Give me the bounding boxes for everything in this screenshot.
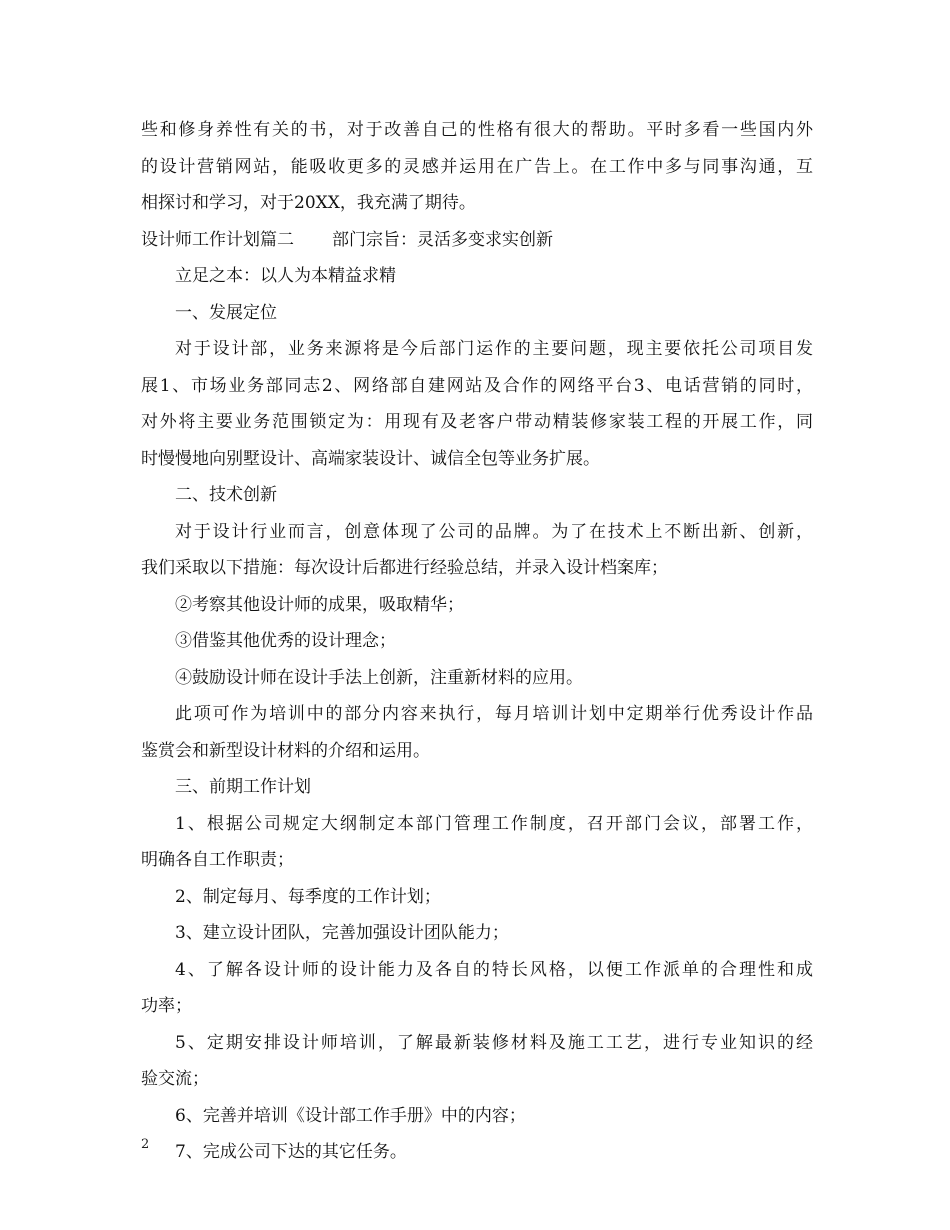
- list-item: 6、完善并培训《设计部工作手册》中的内容；: [175, 1105, 526, 1126]
- list-item: 1、根据公司规定大纲制定本部门管理工作制度，召开部门会议，部署工作，: [175, 813, 813, 834]
- section-tagline: 部门宗旨：灵活多变求实创新: [332, 229, 553, 250]
- list-item: 4、了解各设计师的设计能力及各自的特长风格，以便工作派单的合理性和成: [175, 959, 813, 980]
- page-number: 2: [141, 1137, 150, 1152]
- list-item: 7、完成公司下达的其它任务。: [175, 1142, 407, 1162]
- list-item: ②考察其他设计师的成果，吸取精华；: [175, 594, 464, 615]
- paragraph-line: 我们采取以下措施：每次设计后都进行经验总结，并录入设计档案库；: [141, 558, 668, 578]
- paragraph-line: 对外将主要业务范围锁定为：用现有及老客户带动精装修家装工程的开展工作，同: [141, 412, 813, 432]
- paragraph-line: 鉴赏会和新型设计材料的介绍和运用。: [141, 740, 430, 761]
- document-body: [141, 112, 813, 1171]
- paragraph-line: 时慢慢地向别墅设计、高端家装设计、诚信全包等业务扩展。: [141, 448, 600, 469]
- paragraph-line: 的设计营销网站，能吸收更多的灵感并运用在广告上。在工作中多与同事沟通，互: [141, 156, 813, 177]
- part3-heading: 三、前期工作计划: [175, 777, 311, 797]
- paragraph-line: 对于设计部，业务来源将是今后部门运作的主要问题，现主要依托公司项目发: [175, 339, 813, 359]
- list-item: ③借鉴其他优秀的设计理念；: [175, 631, 396, 651]
- part1-heading: 一、发展定位: [175, 302, 277, 323]
- section-heading: [141, 222, 813, 259]
- list-item-continuation: 验交流；: [141, 1069, 209, 1089]
- list-item: 3、建立设计团队，完善加强设计团队能力；: [175, 923, 509, 943]
- section-title: 设计师工作计划篇二: [141, 229, 294, 250]
- paragraph-line: 对于设计行业而言，创意体现了公司的品牌。为了在技术上不断出新、创新，: [175, 521, 813, 542]
- foundation-line: 立足之本：以人为本精益求精: [175, 266, 396, 286]
- paragraph-line: 些和修身养性有关的书，对于改善自己的性格有很大的帮助。平时多看一些国内外: [141, 120, 813, 140]
- list-item-continuation: 明确各自工作职责；: [141, 850, 294, 870]
- list-item-continuation: 功率；: [141, 996, 192, 1016]
- paragraph-line: 相探讨和学习，对于20XX，我充满了期待。: [141, 193, 476, 213]
- list-item: 5、定期安排设计师培训，了解最新装修材料及施工工艺，进行专业知识的经: [175, 1032, 813, 1053]
- paragraph-line: 此项可作为培训中的部分内容来执行，每月培训计划中定期举行优秀设计作品: [175, 704, 813, 724]
- list-item: 2、制定每月、每季度的工作计划；: [175, 886, 441, 907]
- list-item: ④鼓励设计师在设计手法上创新，注重新材料的应用。: [175, 667, 583, 688]
- paragraph-line: 展1、市场业务部同志2、网络部自建网站及合作的网络平台3、电话营销的同时，: [141, 375, 813, 396]
- part2-heading: 二、技术创新: [175, 485, 277, 505]
